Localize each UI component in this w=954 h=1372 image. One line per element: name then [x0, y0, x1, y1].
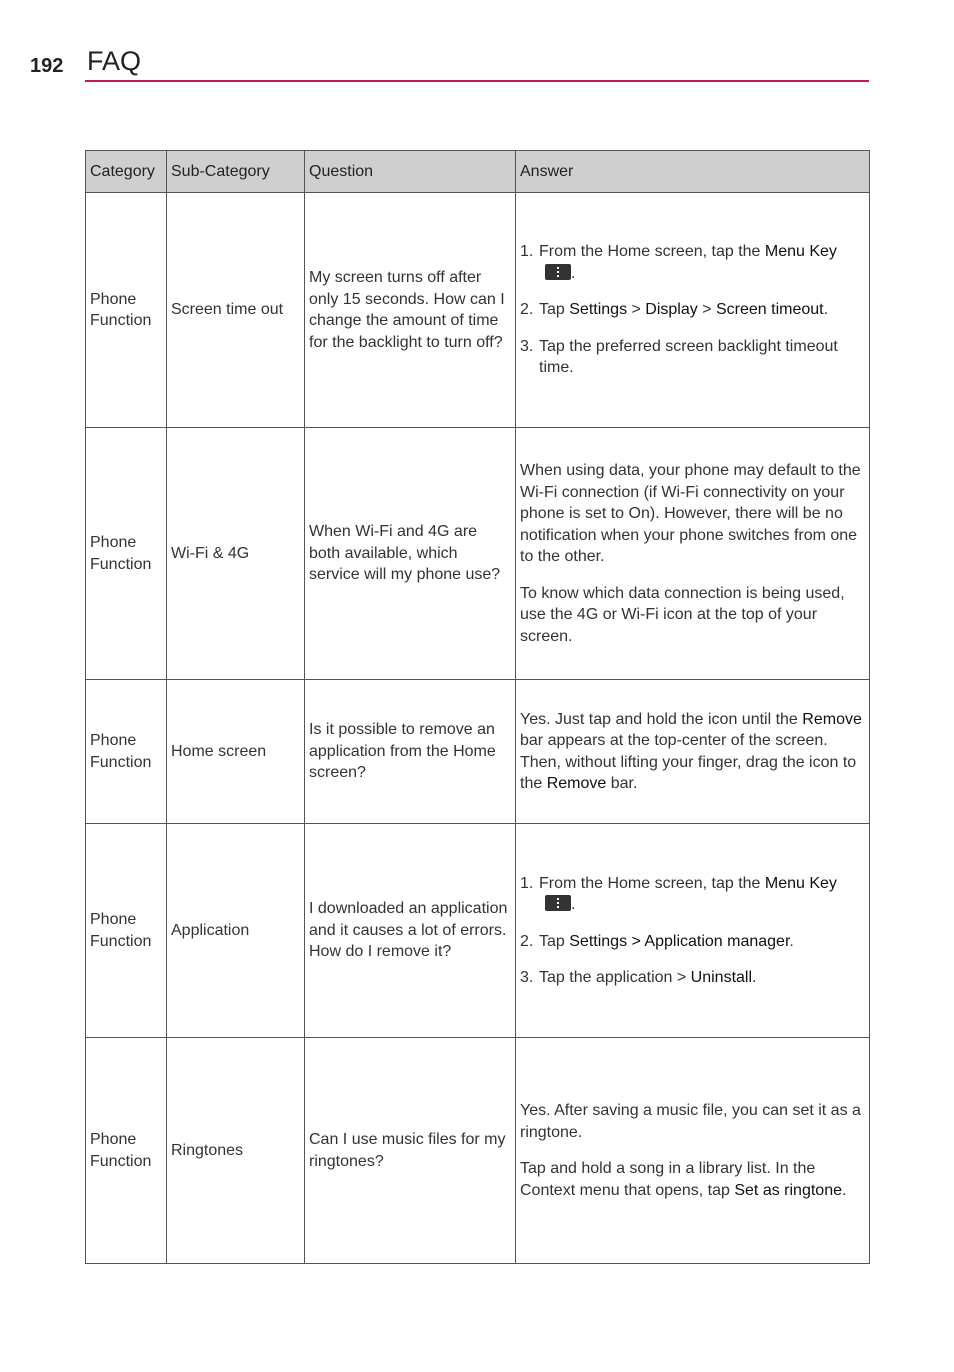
category-cell: Phone Function: [86, 680, 167, 824]
answer-cell: [516, 1038, 870, 1264]
answer-cell: [516, 428, 870, 680]
answer-steps: [520, 873, 864, 989]
answer-steps: [520, 241, 864, 379]
subcategory-cell: Screen time out: [167, 193, 305, 428]
category-cell: Phone Function: [86, 193, 167, 428]
answer-cell: [516, 680, 870, 824]
title-rule: [85, 80, 869, 82]
menu-key-icon: [545, 264, 571, 280]
category-cell: Phone Function: [86, 428, 167, 680]
question-cell: Is it possible to remove an application from the Home screen?: [305, 680, 516, 824]
answer-paragraph: Yes. After saving a music file, you can set it as a ringtone.: [520, 1102, 861, 1141]
menu-key-icon: [545, 895, 571, 911]
header-category: Category: [86, 151, 167, 193]
answer-paragraph: When using data, your phone may default to the Wi-Fi connection (if Wi-Fi connectivity on your phone is set to On). However, there will be no notification when your phone switches from one to the other.: [520, 462, 861, 565]
category-cell: Phone Function: [86, 1038, 167, 1264]
category-cell: Phone Function: [86, 824, 167, 1038]
answer-step: 2. Tap Settings > Display > Screen timeout.: [520, 301, 829, 319]
answer-cell: [516, 193, 870, 428]
subcategory-cell: Ringtones: [167, 1038, 305, 1264]
question-cell: Can I use music files for my ringtones?: [305, 1038, 516, 1264]
subcategory-cell: Wi-Fi & 4G: [167, 428, 305, 680]
table-header-row: [86, 151, 870, 193]
answer-step: 3. Tap the preferred screen backlight timeout time.: [520, 337, 838, 377]
answer-paragraph: Yes. Just tap and hold the icon until the Remove bar appears at the top-center of the screen. Then, without lifting your finger, drag the icon to the Remove bar.: [520, 710, 862, 792]
subcategory-cell: Home screen: [167, 680, 305, 824]
subcategory-cell: Application: [167, 824, 305, 1038]
table-row: [86, 824, 870, 1038]
answer-paragraph: To know which data connection is being used, use the 4G or Wi-Fi icon at the top of your screen.: [520, 584, 845, 645]
page-number: 192: [30, 55, 64, 77]
table-row: [86, 1038, 870, 1264]
table-row: [86, 428, 870, 680]
answer-cell: [516, 824, 870, 1038]
faq-table: [85, 150, 870, 1264]
table-row: [86, 680, 870, 824]
question-cell: My screen turns off after only 15 seconds. How can I change the amount of time for the backlight to turn off?: [305, 193, 516, 428]
question-cell: When Wi-Fi and 4G are both available, which service will my phone use?: [305, 428, 516, 680]
header-answer: Answer: [516, 151, 870, 193]
header-question: Question: [305, 151, 516, 193]
question-cell: I downloaded an application and it causes a lot of errors. How do I remove it?: [305, 824, 516, 1038]
answer-step: 1. From the Home screen, tap the Menu Key.: [520, 243, 837, 282]
answer-paragraph: Tap and hold a song in a library list. In the Context menu that opens, tap Set as ringtone.: [520, 1160, 847, 1199]
header-subcategory: Sub-Category: [167, 151, 305, 193]
table-row: [86, 193, 870, 428]
page-title: FAQ: [87, 46, 142, 76]
answer-step: 1. From the Home screen, tap the Menu Key.: [520, 874, 837, 913]
answer-step: 2. Tap Settings > Application manager.: [520, 932, 794, 950]
answer-step: 3. Tap the application > Uninstall.: [520, 969, 757, 986]
